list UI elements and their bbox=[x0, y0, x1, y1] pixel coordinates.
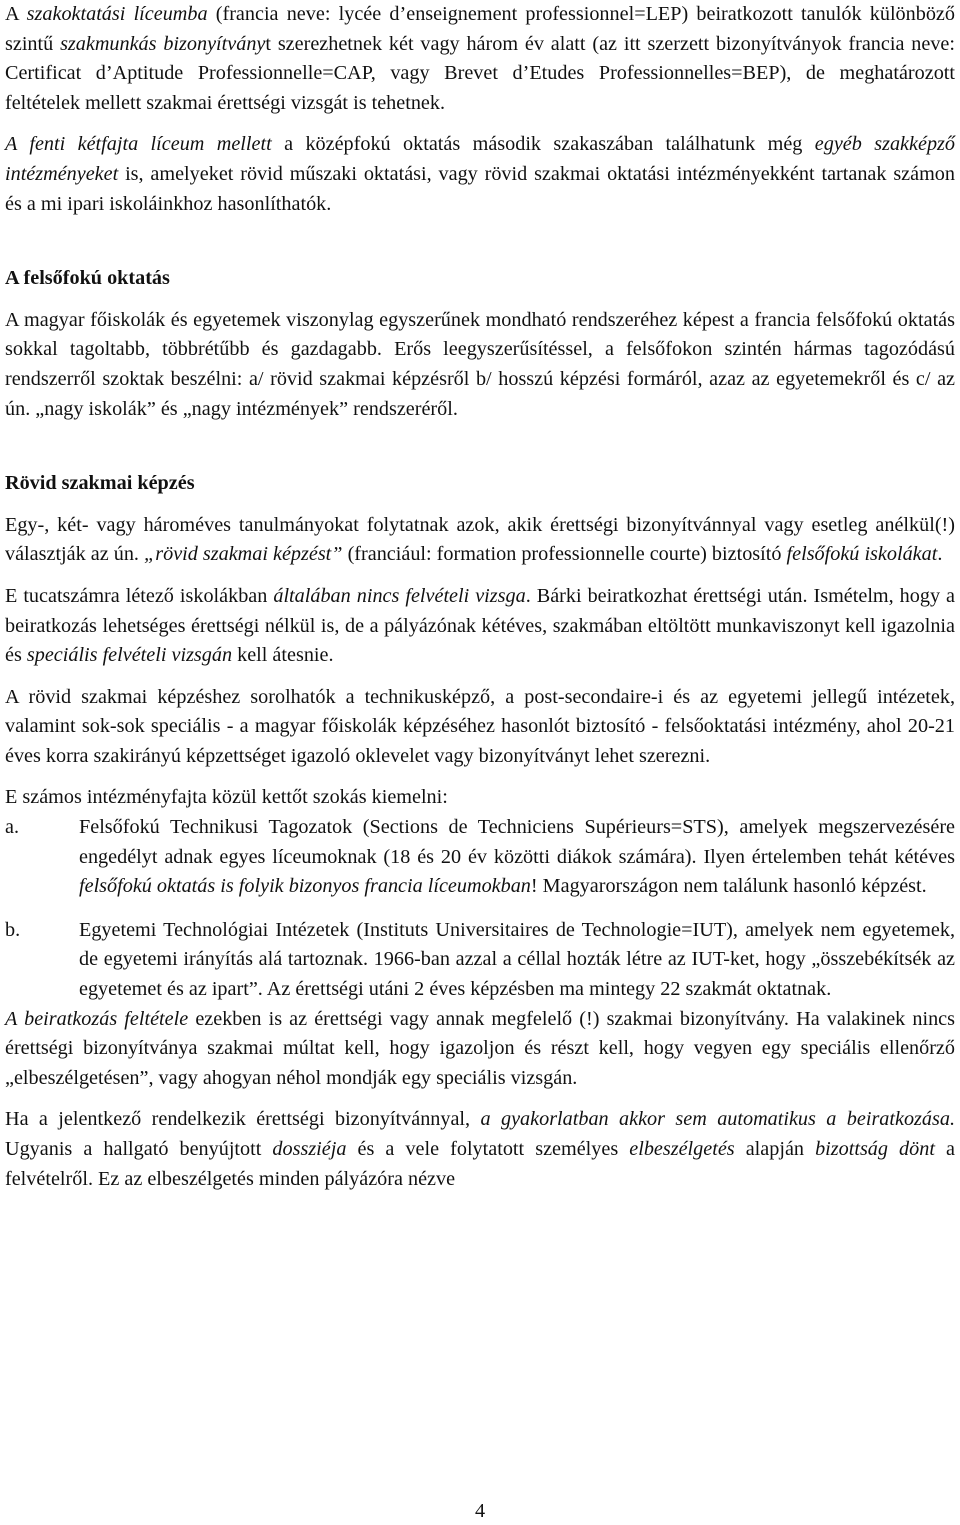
list-item-text: Felsőfokú Technikusi Tagozatok (Sections de Techniciens Supérieurs=STS), amelyek megszervezésére engedélyt adnak egyes líceumoknak (18 és 20 év közötti diákok számára). Ilyen értelemben tehát kétéves felsőfokú oktatás is folyik bizonyos francia líceumokban! Magyarországon nem találunk hasonló képzést. bbox=[79, 816, 955, 898]
document-page bbox=[5, 0, 955, 1194]
section-heading-short-training: Rövid szakmai képzés bbox=[5, 472, 195, 495]
paragraph-admission: Ha a jelentkező rendelkezik érettségi bizonyítvánnyal, a gyakorlatban akkor sem automatikus a beiratkozása. Ugyanis a hallgató benyújtott dossziéja és a vele folytatott személyes elbeszélgetés alapján bizottság dönt a felvételről. Ez az elbeszélgetés minden pályázóra nézve bbox=[5, 1108, 955, 1190]
list-marker: b. bbox=[5, 918, 21, 941]
list-item bbox=[5, 813, 955, 902]
list-item-text: Egyetemi Technológiai Intézetek (Instituts Universitaires de Technologie=IUT), amelyek nem egyetemek, de egyetemi irányítás alá tartoznak. 1966-ban azzal a céllal hozták létre az IUT-ket, hogy „összebékítsék az egyetemet és az ipart”. Az érettségi utáni 2 éves képzésben ma mintegy 22 szakmát oktatnak. bbox=[79, 918, 955, 1001]
paragraph-lyceum: A szakoktatási líceumba (francia neve: lycée d’enseignement professionnel=LEP) beiratkozott tanulók különböző szintű szakmunkás bizonyítványt szerezhetnek két vagy három év alatt (az itt szerzett bizonyítványok francia neve: Certificat d’Aptitude Professionnelle=CAP, vagy Brevet d’Etudes Professionnelles=BEP), de meghatározott feltételek mellett szakmai érettségi vizsgát is tehetnek. bbox=[5, 3, 955, 114]
list-item bbox=[5, 916, 955, 1005]
institution-list bbox=[5, 813, 955, 1005]
paragraph-other-institutions: A fenti kétfajta líceum mellett a középfokú oktatás második szakaszában találhatunk még egyéb szakképző intézményeket is, amelyeket rövid műszaki oktatási, vagy rövid szakmai oktatási intézményekként tartanak számon és a mi ipari iskoláinkhoz hasonlíthatók. bbox=[5, 133, 955, 215]
section-heading-higher-education: A felsőfokú oktatás bbox=[5, 267, 170, 290]
page-number: 4 bbox=[474, 1500, 486, 1522]
paragraph-short-training: Egy-, két- vagy hároméves tanulmányokat folytatnak azok, akik érettségi bizonyítvánnyal vagy esetleg anélkül(!) választják az ún. „rövid szakmai képzést” (franciául: formation professionnelle courte) biztosító felsőfokú iskolákat. bbox=[5, 513, 955, 566]
paragraph-institution-types: A rövid szakmai képzéshez sorolhatók a technikusképző, a post-secondaire-i és az egyetemi jellegű intézetek, valamint sok-sok speciális - a magyar főiskolák képzéséhez hasonlót biztosító - felsőoktatási intézmény, ahol 20-21 éves korra szakirányú képzettséget igazoló oklevelet vagy bizonyítványt lehet szerezni. bbox=[5, 685, 955, 767]
list-marker: a. bbox=[5, 816, 20, 839]
paragraph-two-types: E számos intézményfajta közül kettőt szokás kiemelni: bbox=[5, 786, 448, 809]
paragraph-enrollment-condition: A beiratkozás feltétele ezekben is az érettségi vagy annak megfelelő (!) szakmai bizonyítvány. Ha valakinek nincs érettségi bizonyítványa szakmai múltat kell, hogy igazoljon és részt kell, hogy vegyen egy speciális ellenőrző „elbeszélgetésen”, vagy ahogyan néhol mondják egy speciális vizsgán. bbox=[5, 1007, 955, 1089]
paragraph-no-entrance-exam: E tucatszámra létező iskolákban általában nincs felvételi vizsga. Bárki beiratkozhat érettségi után. Ismételm, hogy a beiratkozás lehetséges érettségi nélkül is, de a pályázónak kétéves, szakmában eltöltött munkaviszonyt kell igazolnia és speciális felvételi vizsgán kell átesnie. bbox=[5, 584, 955, 667]
paragraph-higher-education: A magyar főiskolák és egyetemek viszonylag egyszerűnek mondható rendszeréhez képest a francia felsőfokú oktatás sokkal tagoltabb, többrétűbb és gazdagabb. Erős leegyszerűsítéssel, a felsőfokon szintén hármas tagozódású rendszerről szoktak beszélni: a/ rövid szakmai képzésről b/ hosszú képzési formáról, azaz az egyetemekről és c/ az ún. „nagy iskolák” és „nagy intézmények” rendszeréről. bbox=[5, 308, 955, 420]
